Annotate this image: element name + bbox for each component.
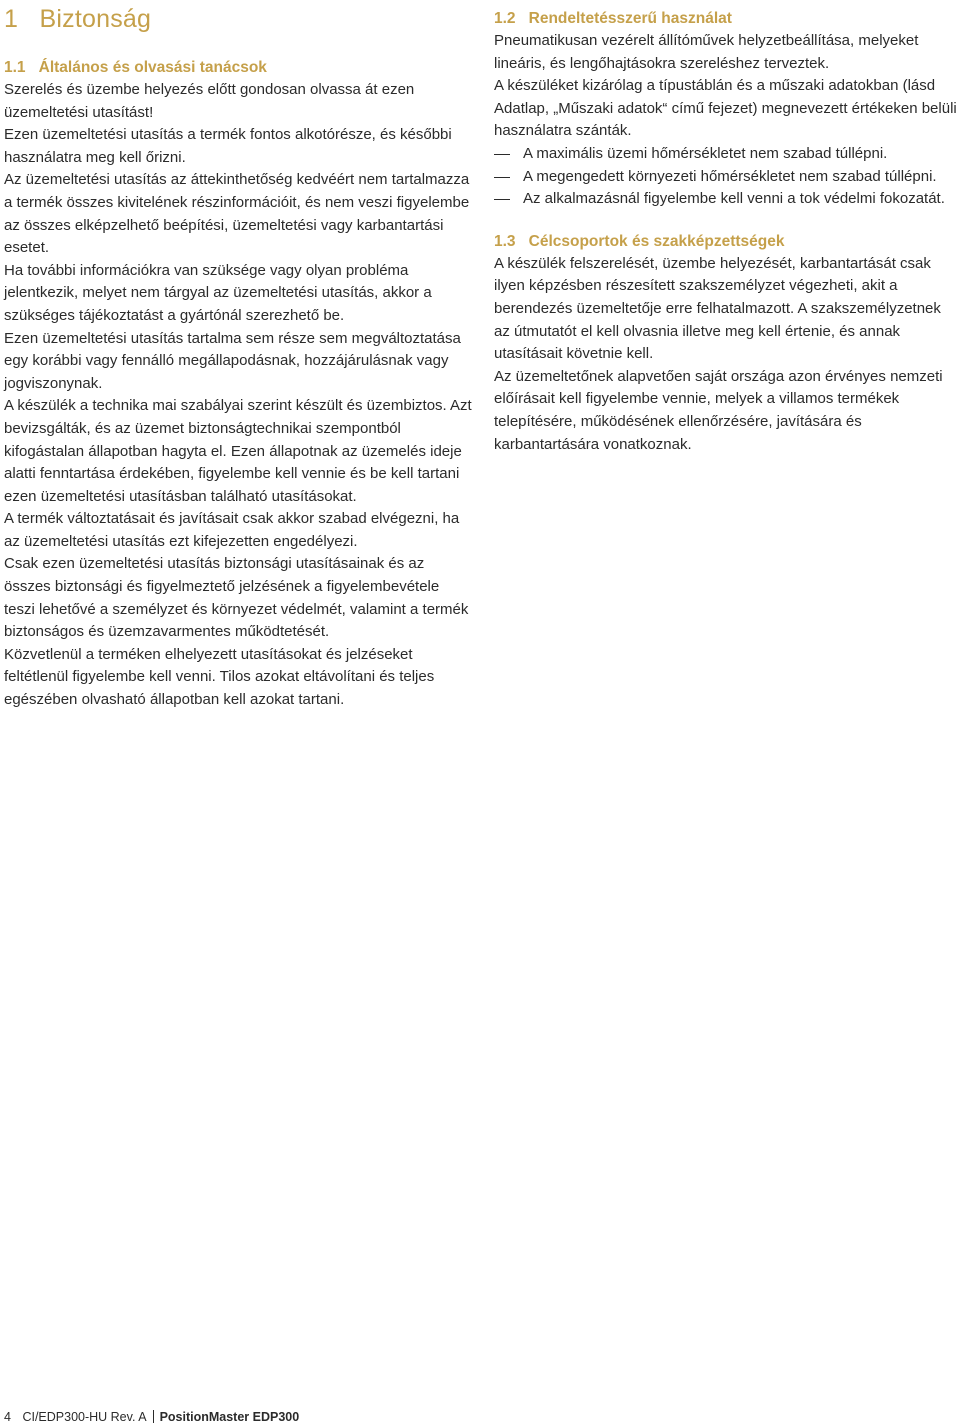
page-number: 4 — [4, 1410, 11, 1424]
list-item-text: A megengedett környezeti hőmérsékletet nem szabad túllépni. — [523, 167, 937, 185]
footer-divider — [153, 1410, 154, 1423]
list-item — [494, 188, 960, 211]
paragraph: Közvetlenül a terméken elhelyezett utasításokat és jelzéseket feltétlenül figyelembe kell venni. Tilos azokat eltávolítani és teljes egészében olvasható állapotban kell azokat tartani. — [4, 645, 435, 709]
bullet-list — [494, 143, 960, 211]
chapter-number: 1 — [4, 5, 19, 33]
dash-icon — [494, 199, 510, 200]
paragraph: Az üzemeltetőnek alapvetően saját országa azon érvényes nemzeti előírásait kell figyelembe vennie, melyek a villamos termékek telepítésére, működésének ellenőrzésére, javítására és karbantartására vonatkoznak. — [494, 367, 943, 453]
list-item — [494, 166, 960, 189]
section-title-text: Rendeltetésszerű használat — [528, 10, 732, 27]
section-spacer — [494, 211, 960, 231]
chapter-title-text: Biztonság — [39, 5, 152, 33]
dash-icon — [494, 177, 510, 178]
paragraph: A termék változtatásait és javításait csak akkor szabad elvégezni, ha az üzemeltetési utasítás ezt kifejezetten engedélyezi. — [4, 510, 460, 550]
paragraph: A készülék a technika mai szabályai szerint készült és üzembiztos. Azt bevizsgálták, és az üzemet biztonságtechnikai szempontból kifogástalan állapotban hagyta el. Ezen állapotnak az üzemelés ideje alatti fenntartása érdekében, figyelembe kell vennie és be kell tartani ezen üzemeltetési utasításban található utasításokat. — [4, 397, 472, 505]
paragraph: Pneumatikusan vezérelt állítóművek helyzetbeállítása, melyeket lineáris, és lengőhajtásokra szereléshez terveztek. — [494, 32, 919, 72]
dash-icon — [494, 154, 510, 155]
right-column — [494, 8, 960, 456]
section-number: 1.1 — [4, 59, 26, 76]
left-column — [4, 0, 472, 712]
section-heading-1-2 — [494, 8, 960, 30]
list-item — [494, 143, 960, 166]
paragraph: Az üzemeltetési utasítás az áttekinthetőség kedvéért nem tartalmazza a termék összes kivitelének részinformációit, és nem veszi figyelembe az összes elképzelhető beépítési, üzemeltetési vagy karbantartási esetet. — [4, 171, 470, 257]
paragraph: A készüléket kizárólag a típustáblán és a műszaki adatokban (lásd Adatlap, „Műszaki adatok“ című fejezet) megnevezett értékeken belüli használatra szánták. — [494, 77, 957, 140]
paragraph: Ha további információkra van szüksége vagy olyan probléma jelentkezik, melyet nem tárgyal az üzemeltetési utasítás, akkor a szükséges tájékoztatást a gyártónál szerezhető be. — [4, 261, 432, 324]
paragraph: Ezen üzemeltetési utasítás tartalma sem része sem megváltoztatása egy korábbi vagy fennálló megállapodásnak, hozzájárulásnak vagy jogviszonynak. — [4, 329, 461, 392]
document-id: CI/EDP300-HU Rev. A — [22, 1410, 147, 1424]
list-item-text: A maximális üzemi hőmérsékletet nem szabad túllépni. — [523, 144, 888, 162]
paragraph: Ezen üzemeltetési utasítás a termék fontos alkotórésze, és későbbi használatra meg kell őrizni. — [4, 126, 452, 166]
section-heading-1-3 — [494, 231, 960, 253]
section-number: 1.2 — [494, 10, 516, 27]
list-item-text: Az alkalmazásnál figyelembe kell venni a tok védelmi fokozatát. — [523, 190, 945, 208]
product-name: PositionMaster EDP300 — [159, 1410, 300, 1424]
paragraph: Csak ezen üzemeltetési utasítás biztonsági utasításainak és az összes biztonsági és figyelmeztető jelzésének a figyelembevétele teszi lehetővé a személyzet és környezet védelmét, valamint a termék biztonságos és üzemzavarmentes működtetését. — [4, 555, 469, 641]
chapter-title — [4, 2, 472, 36]
section-title-text: Általános és olvasási tanácsok — [38, 59, 267, 76]
section-heading-1-1 — [4, 57, 472, 79]
paragraph: Szerelés és üzembe helyezés előtt gondosan olvassa át ezen üzemeltetési utasítást! — [4, 81, 415, 121]
page-footer — [4, 1409, 299, 1425]
section-title-text: Célcsoportok és szakképzettségek — [528, 232, 785, 250]
paragraph: A készülék felszerelését, üzembe helyezését, karbantartását csak ilyen képzésben részesített szakszemélyzet végezheti, akit a berendezés üzemeltetője erre felhatalmazott. A szakszemélyzetnek az útmutatót el kell olvasnia illetve meg kell értenie, és annak utasításait követnie kell. — [494, 254, 941, 363]
section-number: 1.3 — [494, 232, 516, 250]
